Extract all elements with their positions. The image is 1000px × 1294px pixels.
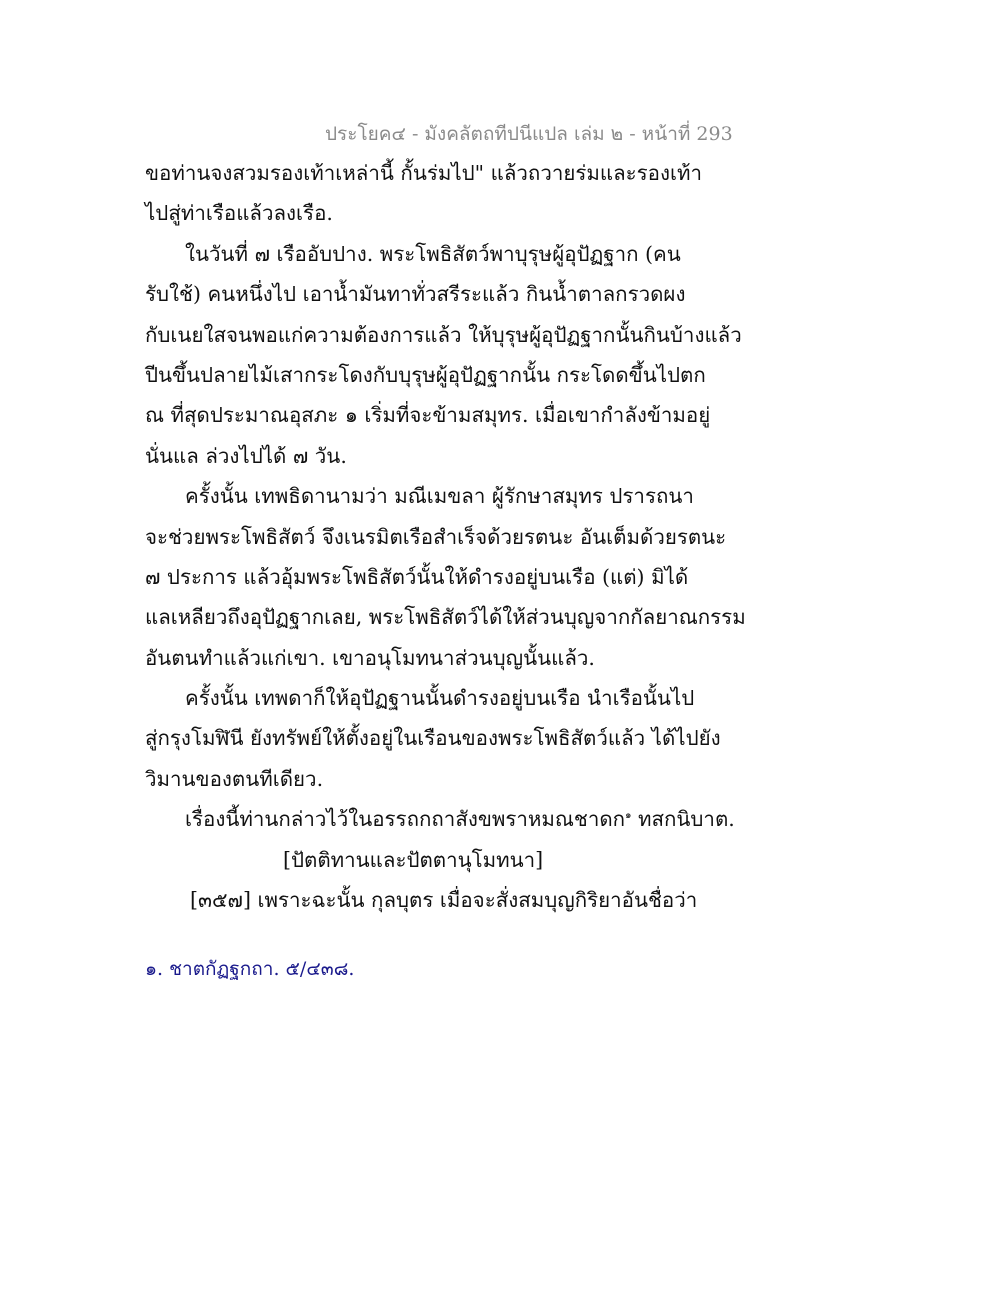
- text-span: เรื่องนี้ท่านกล่าวไว้ในอรรถกถาสังขพราหมณชาดก: [185, 807, 626, 832]
- text-line: นั่นแล ล่วงไปได้ ๗ วัน.: [145, 443, 347, 468]
- text-line: จะช่วยพระโพธิสัตว์ จึงเนรมิตเรือสำเร็จด้วยรตนะ อันเต็มด้วยรตนะ: [145, 524, 727, 549]
- text-line: กับเนยใสจนพอแก่ความต้องการแล้ว ให้บุรุษผู้อุปัฏฐากนั้นกินบ้างแล้ว: [145, 322, 742, 347]
- body-text: [145, 153, 745, 920]
- text-line: อันตนทำแล้วแก่เขา. เขาอนุโมทนาส่วนบุญนั้นแล้ว.: [145, 645, 595, 670]
- text-line: รับใช้) คนหนึ่งไป เอาน้ำมันทาทั่วสรีระแล้ว กินน้ำตาลกรวดผง: [145, 282, 686, 307]
- text-line: ในวันที่ ๗ เรืออับปาง. พระโพธิสัตว์พาบุรุษผู้อุปัฏฐาก (คน: [185, 241, 681, 266]
- text-line: ขอท่านจงสวมรองเท้าเหล่านี้ กั้นร่มไป" แล้วถวายร่มและรองเท้า: [145, 161, 703, 185]
- page-header: ประโยค๔ - มังคลัตถทีปนีแปล เล่ม ๒ - หน้าที่ 293: [325, 123, 733, 145]
- text-span: ทสกนิบาต.: [631, 807, 735, 832]
- text-line: แลเหลียวถึงอุปัฏฐากเลย, พระโพธิสัตว์ได้ให้ส่วนบุญจากกัลยาณกรรม: [145, 605, 746, 630]
- footnote: ๑. ชาตกัฏฐกถา. ๕/๔๓๘.: [145, 958, 355, 980]
- text-line: ปีนขึ้นปลายไม้เสากระโดงกับบุรุษผู้อุปัฏฐากนั้น กระโดดขึ้นไปตก: [145, 362, 706, 387]
- text-line: ครั้งนั้น เทพดาก็ให้อุปัฏฐานนั้นดำรงอยู่บนเรือ นำเรือนั้นไป: [185, 686, 695, 711]
- text-line: ไปสู่ท่าเรือแล้วลงเรือ.: [145, 201, 333, 226]
- text-line: ครั้งนั้น เทพธิดานามว่า มณีเมขลา ผู้รักษาสมุทร ปรารถนา: [185, 484, 694, 509]
- text-line-with-footnote: [145, 799, 745, 839]
- footnote-marker: ๑: [625, 810, 632, 822]
- text-line: สู่กรุงโมฬินี ยังทรัพย์ให้ตั้งอยู่ในเรือนของพระโพธิสัตว์แล้ว ได้ไปยัง: [145, 726, 721, 751]
- text-line: [๓๕๗] เพราะฉะนั้น กุลบุตร เมื่อจะสั่งสมบุญกิริยาอันชื่อว่า: [190, 888, 698, 913]
- text-line: ณ ที่สุดประมาณอุสภะ ๑ เริ่มที่จะข้ามสมุทร. เมื่อเขากำลังข้ามอยู่: [145, 403, 711, 428]
- text-line: วิมานของตนทีเดียว.: [145, 766, 324, 791]
- text-line: ๗ ประการ แล้วอุ้มพระโพธิสัตว์นั้นให้ดำรงอยู่บนเรือ (แต่) มิได้: [145, 564, 689, 589]
- section-heading: [ปัตติทานและปัตตานุโมทนา]: [283, 847, 544, 872]
